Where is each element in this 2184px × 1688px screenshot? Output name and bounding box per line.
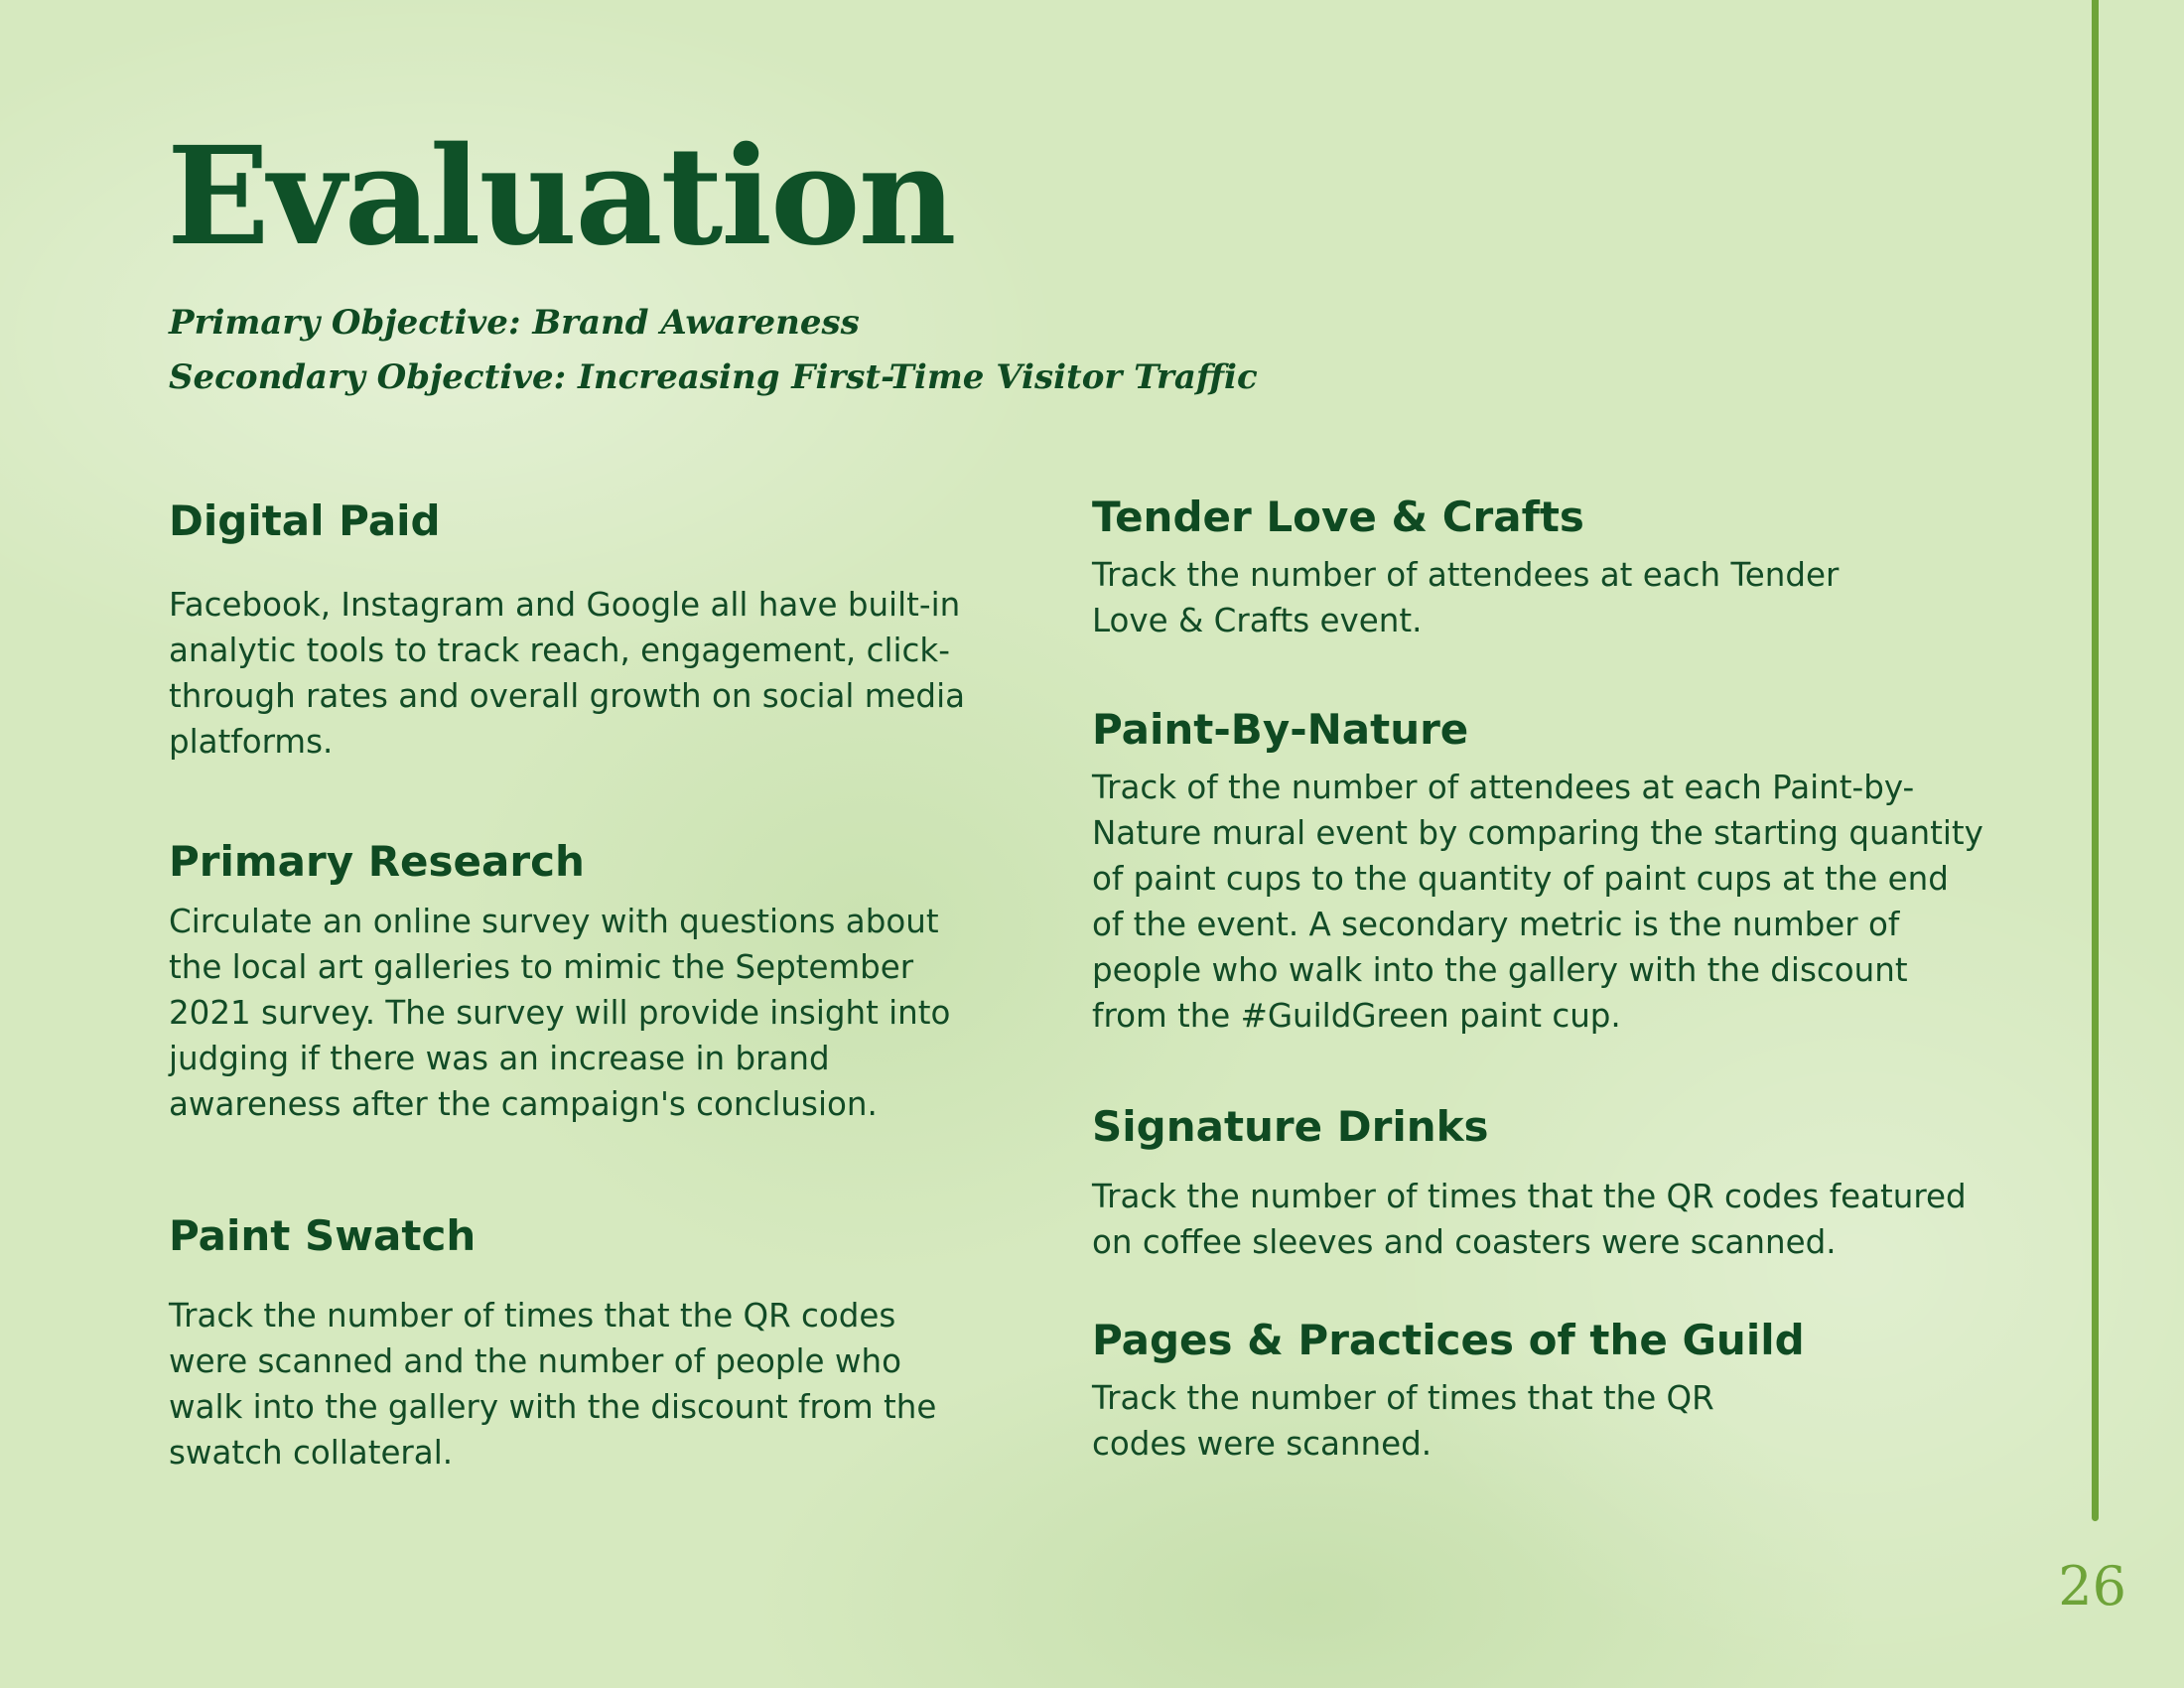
- section-body: Track the number of times that the QR codes featured on coffee sleeves and coasters were scanned.: [1092, 1178, 1967, 1262]
- section-heading: Pages & Practices of the Guild: [1092, 1316, 1805, 1364]
- section-paint-by-nature: [1092, 705, 1985, 1039]
- section-digital-paid: [169, 496, 983, 765]
- page-number: 26: [2058, 1555, 2126, 1618]
- section-body: Track the number of times that the QR codes were scanned and the number of people who walk into the gallery with the discount from the swatch collateral.: [169, 1297, 937, 1473]
- section-body: Track the number of times that the QR codes were scanned.: [1092, 1379, 1714, 1464]
- section-body: Facebook, Instagram and Google all have built-in analytic tools to track reach, engagement, click-through rates and overall growth on social media platforms.: [169, 586, 966, 762]
- vertical-divider: [2092, 0, 2099, 1521]
- section-signature-drinks: [1092, 1102, 1985, 1265]
- section-tender-love-crafts: [1092, 492, 1985, 643]
- section-heading: Paint Swatch: [169, 1211, 477, 1260]
- primary-objective: Primary Objective: Brand Awareness: [169, 303, 860, 343]
- section-paint-swatch: [169, 1211, 983, 1476]
- section-primary-research: [169, 837, 983, 1127]
- section-heading: Paint-By-Nature: [1092, 705, 1469, 754]
- section-body: Track of the number of attendees at each Paint-by-Nature mural event by comparing the starting quantity of paint cups to the quantity of paint cups at the end of the event. A secondary metric is the number of people who walk into the gallery with the discount from the #GuildGreen paint cup.: [1092, 769, 1983, 1036]
- section-body: Circulate an online survey with questions about the local art galleries to mimic the September 2021 survey. The survey will provide insight into judging if there was an increase in brand awareness after the campaign's conclusion.: [169, 903, 951, 1124]
- section-heading: Signature Drinks: [1092, 1102, 1489, 1151]
- section-heading: Primary Research: [169, 837, 585, 886]
- secondary-objective: Secondary Objective: Increasing First-Time Visitor Traffic: [169, 357, 1258, 397]
- section-body: Track the number of attendees at each Tender Love & Crafts event.: [1092, 556, 1840, 640]
- section-heading: Digital Paid: [169, 496, 441, 545]
- section-pages-practices: [1092, 1316, 1985, 1467]
- page-title: Evaluation: [167, 117, 955, 276]
- section-heading: Tender Love & Crafts: [1092, 492, 1584, 541]
